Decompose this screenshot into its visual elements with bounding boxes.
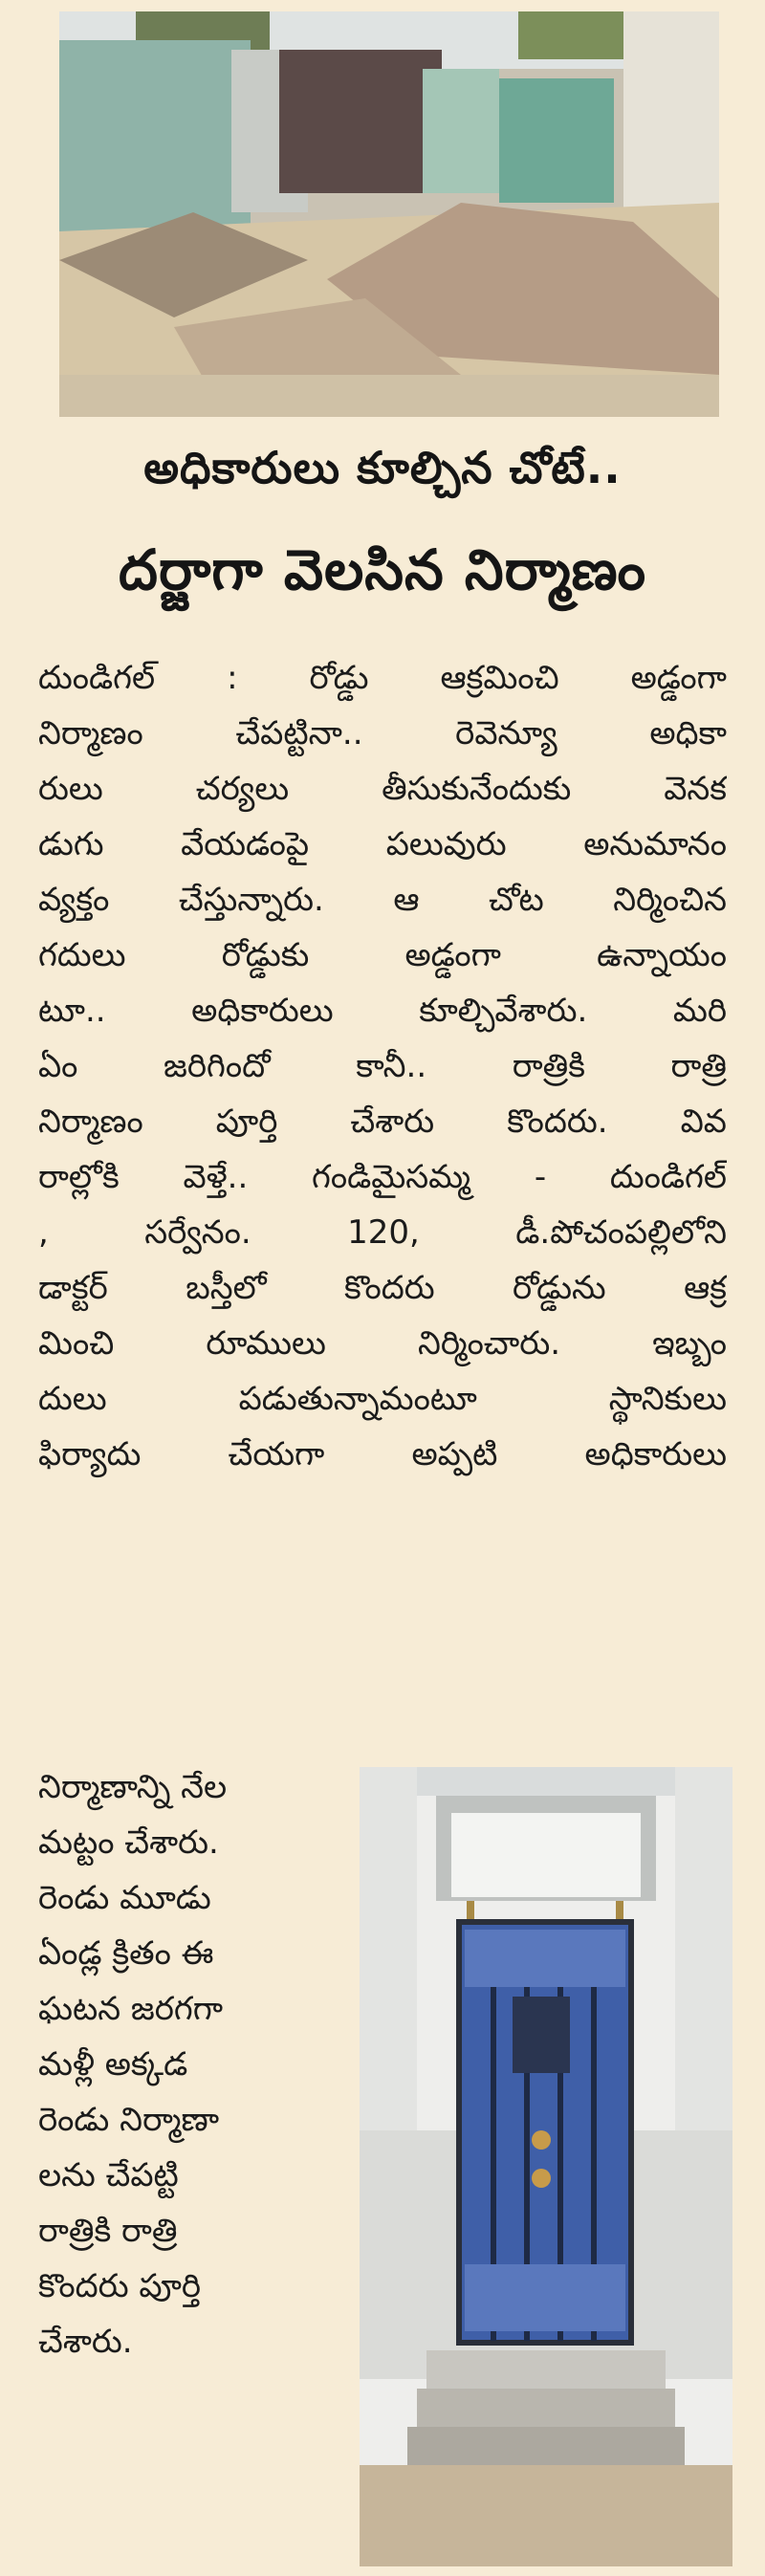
body-line: డుగు వేయడంపై పలువురు అనుమానం <box>38 825 727 863</box>
body-line: లను చేపట్టి <box>38 2156 179 2194</box>
body-line: రులు చర్యలు తీసుకునేందుకు వెనక <box>38 770 727 808</box>
body-line: నిర్మాణం చేపట్టినా.. రెవెన్యూ అధికా <box>38 714 727 753</box>
body-line: ఏం జరిగిందో కానీ.. రాత్రికి రాత్రి <box>38 1047 727 1085</box>
body-line: , సర్వేనం. 120, డీ.పోచంపల్లిలోని <box>38 1213 727 1252</box>
body-line: మట్టం చేశారు. <box>38 1823 219 1862</box>
body-line: రాత్రికి రాత్రి <box>38 2212 178 2250</box>
article-body <box>38 650 727 1482</box>
article-body-narrow <box>38 1759 325 2369</box>
body-line: మళ్లీ అక్కడ <box>38 2045 188 2084</box>
body-line: వ్యక్తం చేస్తున్నారు. ఆ చోట నిర్మించిన <box>38 881 727 919</box>
body-line: గదులు రోడ్డుకు అడ్డంగా ఉన్నాయం <box>38 936 727 974</box>
body-line: దుండిగల్ : రోడ్డు ఆక్రమించి అడ్డంగా <box>38 659 727 697</box>
body-line: నిర్మాణం పూర్తి చేశారు కొందరు. వివ <box>38 1102 727 1141</box>
headline-kicker: అధికారులు కూల్చిన చోటే.. <box>143 442 622 493</box>
body-line: కొందరు పూర్తి <box>38 2267 202 2305</box>
gate-photo <box>360 1767 732 2566</box>
body-line: డాక్టర్ బస్తీలో కొందరు రోడ్డును ఆక్ర <box>38 1269 727 1307</box>
body-line: ఏండ్ల క్రితం ఈ <box>38 1934 214 1973</box>
demolition-photo <box>59 11 719 417</box>
body-line: టూ.. అధికారులు కూల్చివేశారు. మరి <box>38 992 727 1030</box>
body-line: మించి రూములు నిర్మించారు. ఇబ్బం <box>38 1324 727 1363</box>
body-line: రెండు మూడు <box>38 1879 211 1917</box>
body-line: రెండు నిర్మాణా <box>38 2101 220 2139</box>
body-line: చేశారు. <box>38 2323 133 2361</box>
headline-main: దర్జాగా వెలసిన నిర్మాణం <box>119 537 646 602</box>
body-line: రాల్లోకి వెళ్తే.. గండిమైసమ్మ - దుండిగల్ <box>38 1158 727 1196</box>
body-line: దులు పడుతున్నామంటూ స్థానికులు <box>38 1380 727 1418</box>
body-line: ఫిర్యాదు చేయగా అప్పటి అధికారులు <box>38 1435 727 1474</box>
body-line: నిర్మాణాన్ని నేల <box>38 1768 228 1806</box>
body-line: ఘటన జరగగా <box>38 1990 224 2028</box>
